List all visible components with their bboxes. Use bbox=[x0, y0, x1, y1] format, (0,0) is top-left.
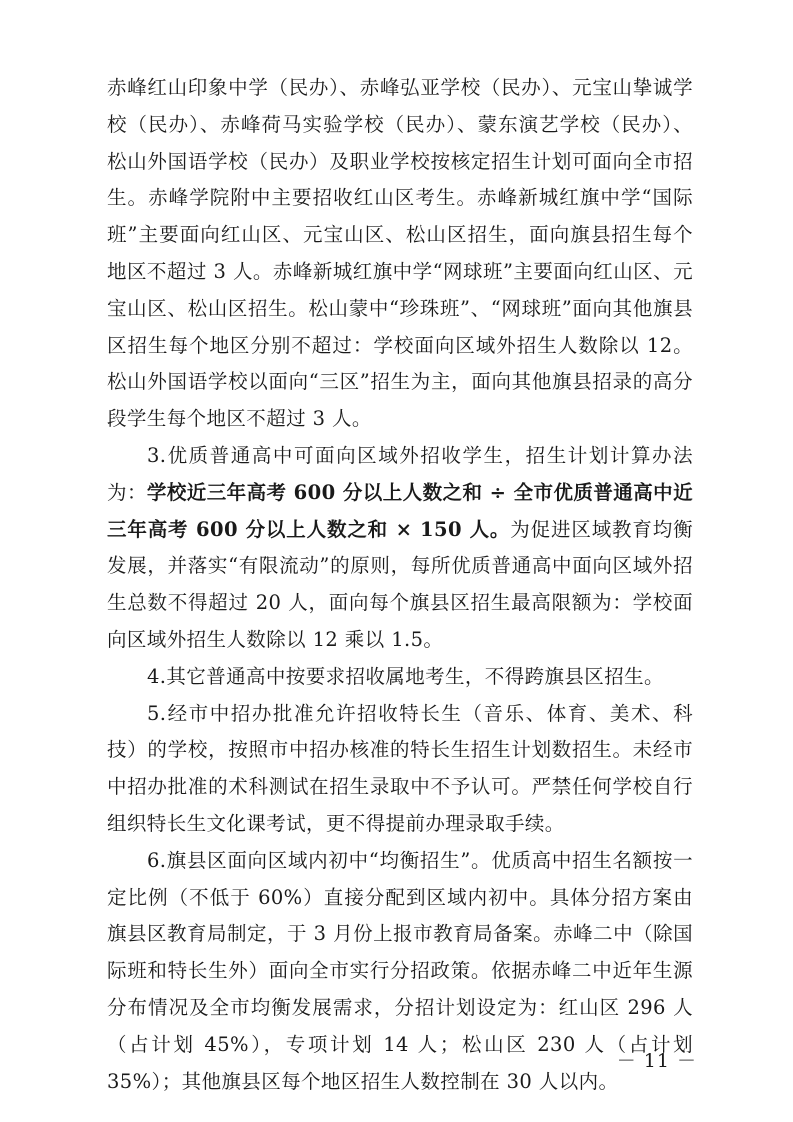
paragraph-item-3 bbox=[107, 438, 693, 659]
paragraph-school-list: 赤峰红山印象中学（民办）、赤峰弘亚学校（民办）、元宝山挚诚学校（民办）、赤峰荷马实验学校（民办）、蒙东演艺学校（民办）、松山外国语学校（民办）及职业学校按核定招生计划可面向全市招生。赤峰学院附中主要招收红山区考生。赤峰新城红旗中学“国际班”主要面向红山区、元宝山区、松山区招生，面向旗县招生每个地区不超过 3 人。赤峰新城红旗中学“网球班”主要面向红山区、元宝山区、松山区招生。松山蒙中“珍珠班”、“网球班”面向其他旗县区招生每个地区分别不超过：学校面向区域外招生人数除以 12。松山外国语学校以面向“三区”招生为主，面向其他旗县招录的高分段学生每个地区不超过 3 人。 bbox=[107, 76, 693, 431]
item-3-formula: 学校近三年高考 600 分以上人数之和 ÷ 全市优质普通高中近三年高考 600 分以上人数之和 × 150 人。 bbox=[107, 480, 693, 541]
page-number: － 11 － bbox=[616, 1050, 697, 1072]
paragraph-item-6: 6.旗县区面向区域内初中“均衡招生”。优质高中招生名额按一定比例（不低于 60%）直接分配到区域内初中。具体分招方案由旗县区教育局制定，于 3 月份上报市教育局备案。赤峰二中（除国际班和特长生外）面向全市实行分招政策。依据赤峰二中近年生源分布情况及全市均衡发展需求，分招计划设定为：红山区 296 人（占计划 45%），专项计划 14 人；松山区 230 人（占计划 35%）；其他旗县区每个地区招生人数控制在 30 人以内。 bbox=[107, 848, 693, 1093]
paragraph-item-4: 4.其它普通高中按要求招收属地考生，不得跨旗县区招生。 bbox=[147, 664, 664, 688]
item-3-rest: 为促进区域教育均衡发展，并落实“有限流动”的原则，每所优质普通高中面向区域外招生总数不得超过 20 人，面向每个旗县区招生最高限额为：学校面向区域外招生人数除以 12 乘以 1.5。 bbox=[107, 517, 693, 651]
paragraph-item-5: 5.经市中招办批准允许招收特长生（音乐、体育、美术、科技）的学校，按照市中招办核准的特长生招生计划数招生。未经市中招办批准的术科测试在招生录取中不予认可。严禁任何学校自行组织特长生文化课考试，更不得提前办理录取手续。 bbox=[107, 701, 693, 835]
item-3-intro: 3.优质普通高中可面向区域外招收学生，招生计划计算办法为： bbox=[107, 443, 693, 504]
body-text bbox=[107, 70, 693, 1100]
